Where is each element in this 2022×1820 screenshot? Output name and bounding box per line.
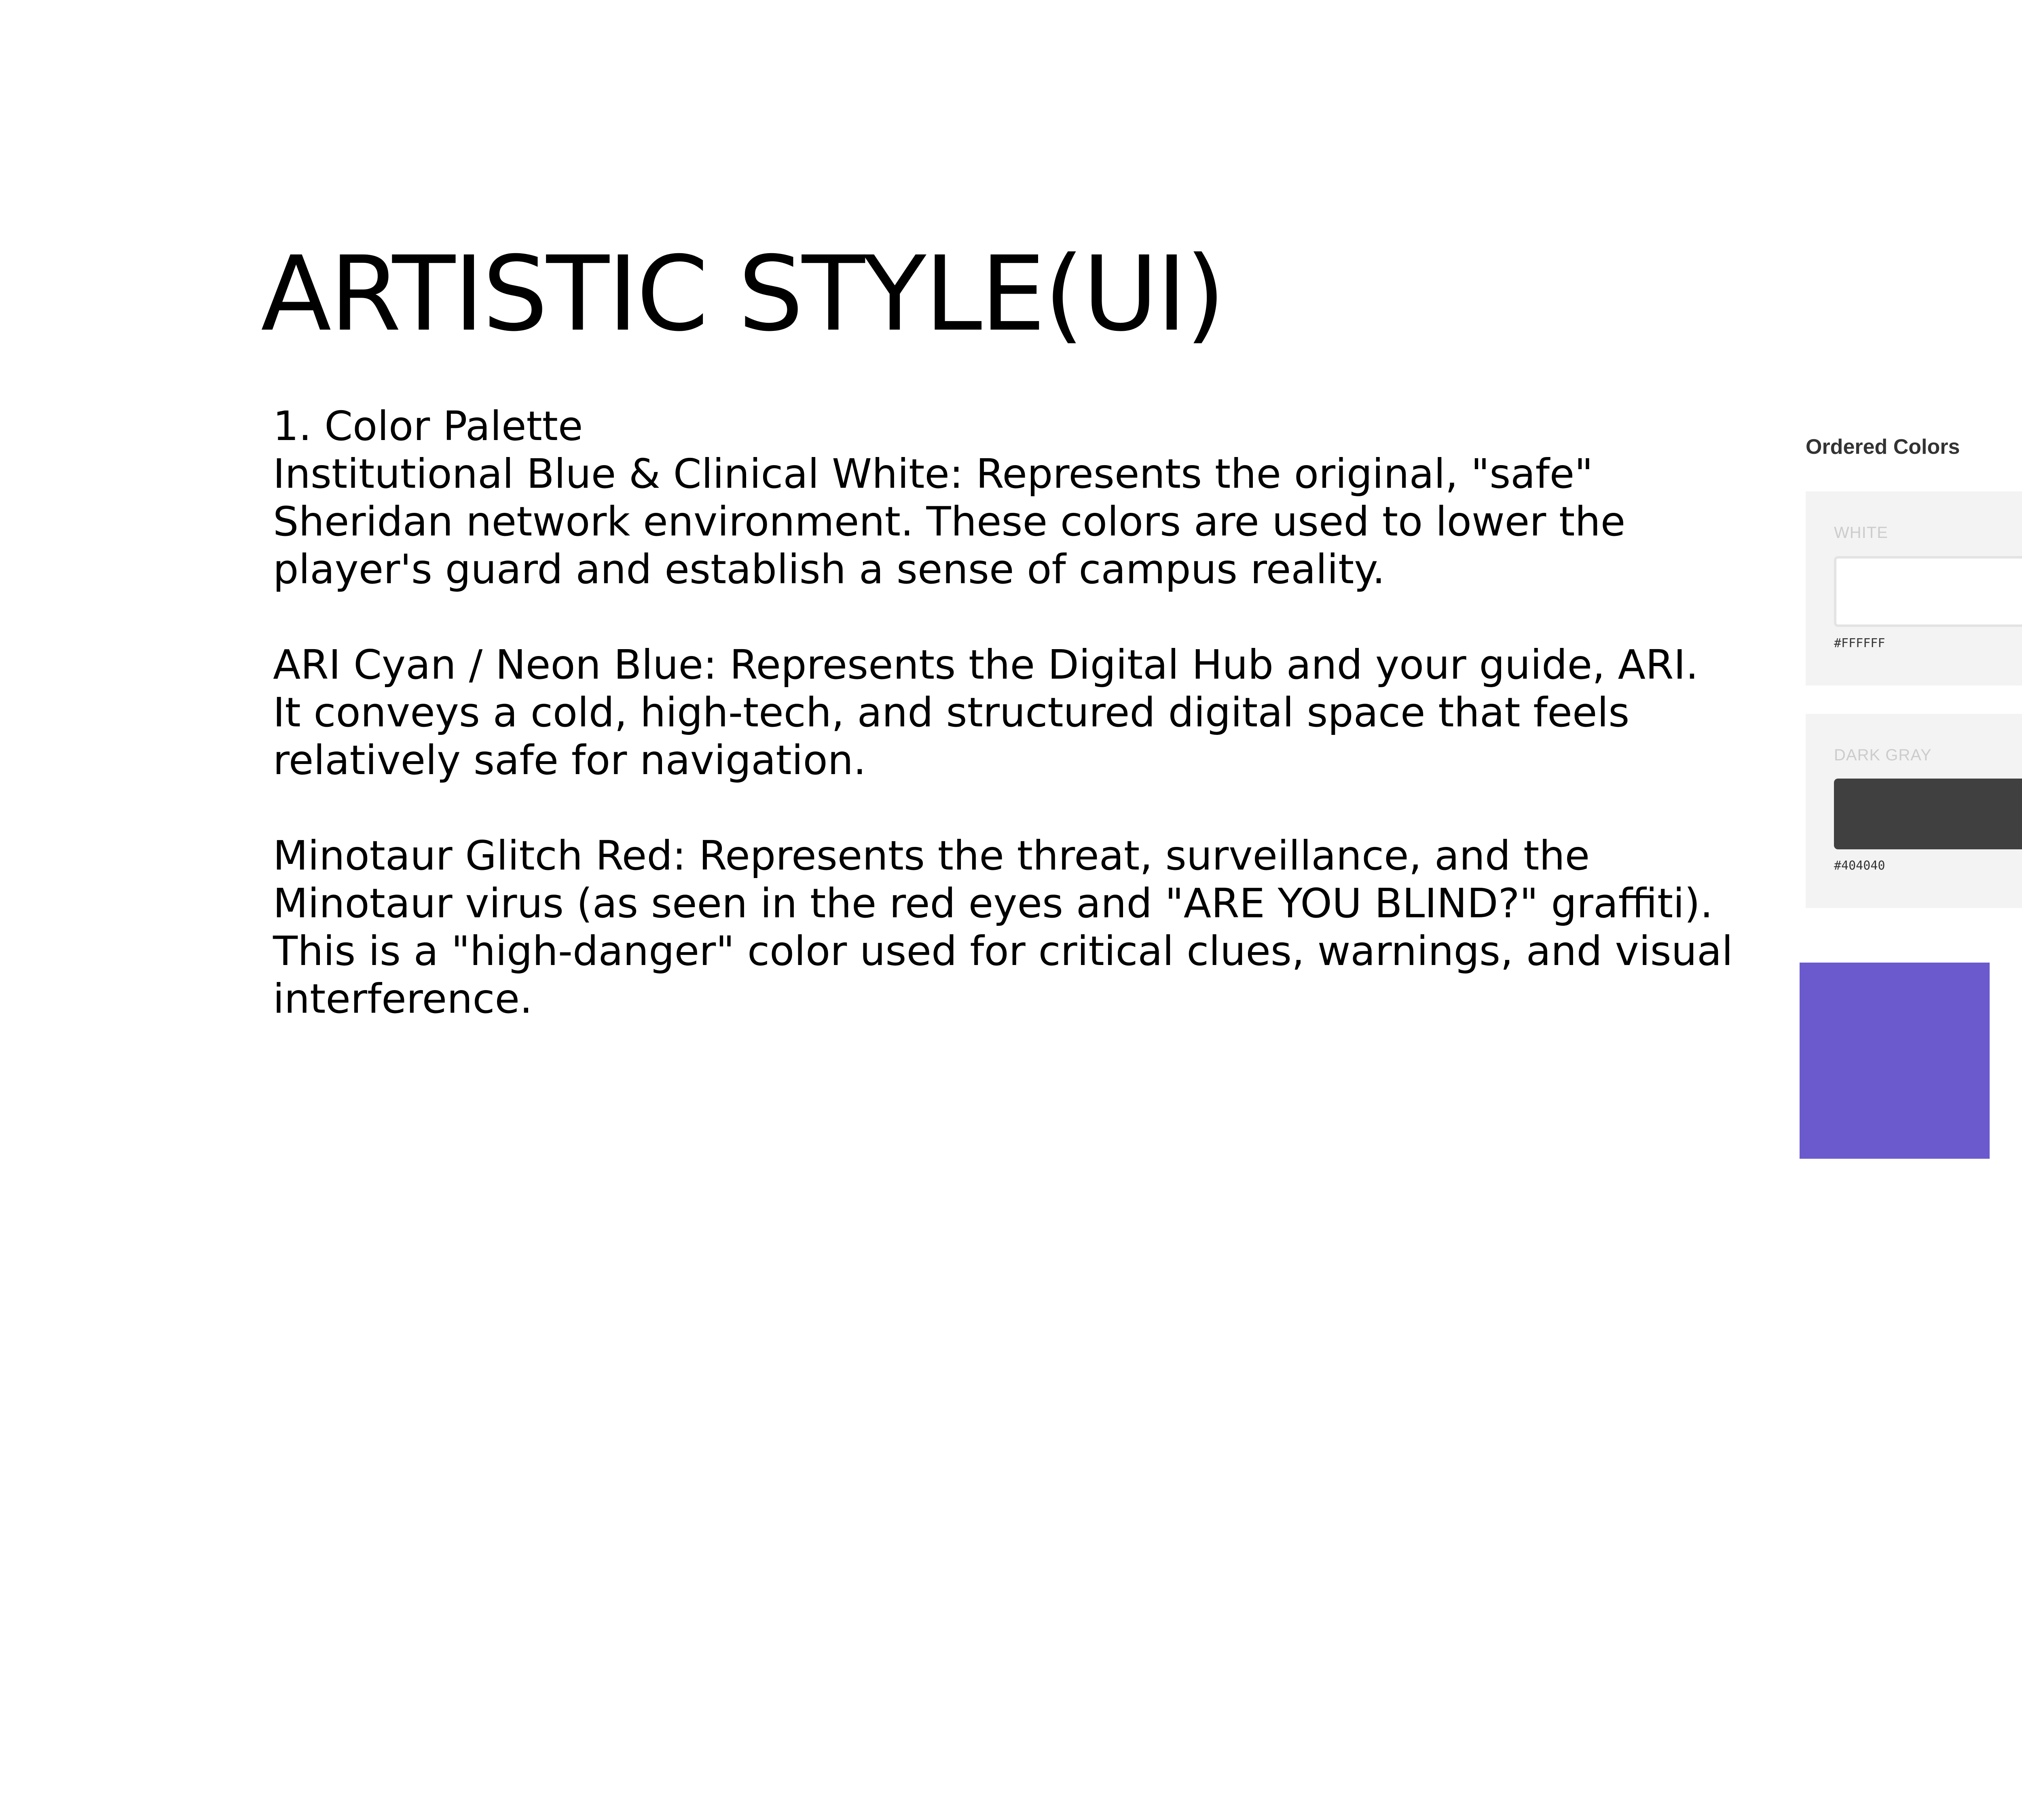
paragraph-minotaur-line-2: Minotaur virus (as seen in the red eyes and "ARE YOU BLIND?" graffiti). (273, 880, 1713, 927)
paragraph-institutional-line-1: Institutional Blue & Clinical White: Represents the original, "safe" (273, 450, 1593, 497)
paragraph-institutional-line-2: Sheridan network environment. These colors are used to lower the (273, 498, 1626, 545)
color-card-dark-gray (1806, 714, 2022, 908)
color-name: DARK GRAY (1834, 746, 1932, 764)
ordered-colors-title: Ordered Colors (1806, 435, 1960, 459)
slide-title: ARTISTIC STYLE(UI) (261, 234, 1224, 354)
paragraph-minotaur-line-4: interference. (273, 975, 533, 1022)
paragraph-gap (273, 593, 1729, 641)
color-card-white (1806, 491, 2022, 686)
paragraph-institutional-line-3: player's guard and establish a sense of campus reality. (273, 546, 1385, 593)
paragraph-ari-line-3: relatively safe for navigation. (273, 736, 866, 784)
color-hex: #404040 (1834, 859, 1885, 873)
color-swatch (1834, 779, 2022, 849)
color-palette-description (273, 402, 1733, 1023)
color-hex: #FFFFFF (1834, 636, 1885, 650)
color-swatch-grid (1806, 491, 2022, 908)
section-heading: 1. Color Palette (273, 402, 583, 450)
paragraph-ari-line-1: ARI Cyan / Neon Blue: Represents the Digital Hub and your guide, ARI. (273, 641, 1698, 688)
color-swatch (1834, 556, 2022, 627)
paragraph-minotaur-line-1: Minotaur Glitch Red: Represents the threat, surveillance, and the (273, 832, 1590, 879)
paragraph-ari-line-2: It conveys a cold, high-tech, and structured digital space that feels (273, 689, 1630, 736)
feature-color-swatch (1800, 963, 1990, 1159)
color-name: WHITE (1834, 524, 1888, 542)
paragraph-minotaur-line-3: This is a "high-danger" color used for critical clues, warnings, and visual (273, 927, 1733, 975)
paragraph-gap (273, 784, 1729, 832)
